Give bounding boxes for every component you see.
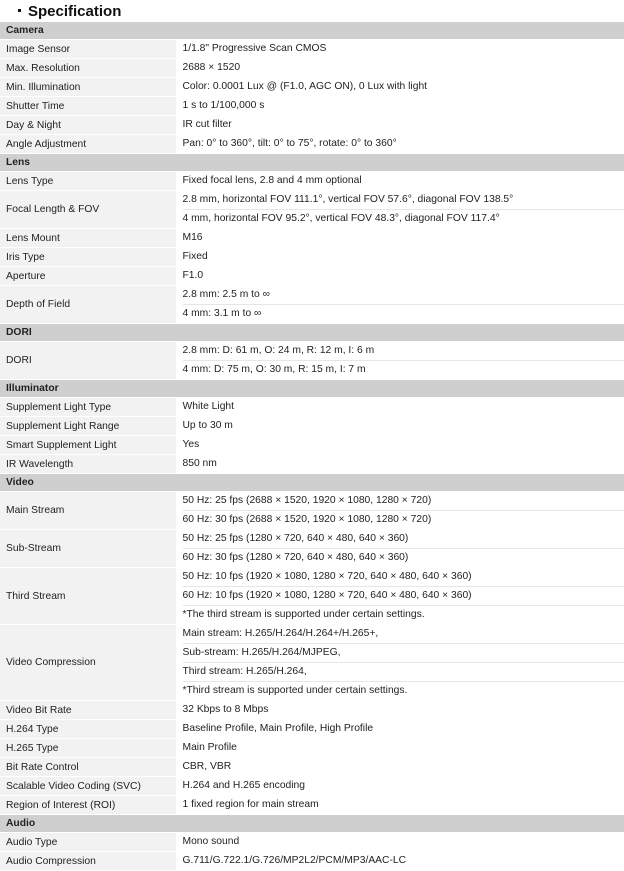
spec-row [0,342,624,380]
spec-row [0,720,624,739]
spec-value-line: 32 Kbps to 8 Mbps [183,701,624,719]
spec-value [176,229,624,248]
spec-value-line: *Third stream is supported under certain settings. [183,681,624,700]
section-title: Illuminator [0,380,624,398]
spec-label: Region of Interest (ROI) [0,796,176,815]
spec-label: H.265 Type [0,739,176,758]
spec-value-line: 2.8 mm, horizontal FOV 111.1°, vertical FOV 57.6°, diagonal FOV 138.5° [183,191,624,209]
spec-label: H.264 Type [0,720,176,739]
spec-value-line: Color: 0.0001 Lux @ (F1.0, AGC ON), 0 Lux with light [183,78,624,96]
spec-row [0,530,624,568]
spec-value [176,833,624,852]
spec-row [0,701,624,720]
spec-value-line: Third stream: H.265/H.264, [183,662,624,681]
spec-value [176,568,624,625]
spec-value [176,78,624,97]
spec-value [176,720,624,739]
spec-label: IR Wavelength [0,455,176,474]
spec-row [0,40,624,59]
spec-row [0,172,624,191]
spec-value [176,267,624,286]
specification-table-body [0,22,624,871]
spec-value [176,248,624,267]
spec-value-line: 2.8 mm: D: 61 m, O: 24 m, R: 12 m, I: 6 m [183,342,624,360]
spec-label: Min. Illumination [0,78,176,97]
spec-row [0,116,624,135]
spec-label: Angle Adjustment [0,135,176,154]
spec-value [176,758,624,777]
spec-label: Third Stream [0,568,176,625]
spec-value-line: M16 [183,229,624,247]
spec-value-line: Yes [183,436,624,454]
spec-label: Iris Type [0,248,176,267]
spec-value-line: 4 mm: D: 75 m, O: 30 m, R: 15 m, I: 7 m [183,360,624,379]
spec-value-line: White Light [183,398,624,416]
spec-row [0,739,624,758]
spec-value-line: Sub-stream: H.265/H.264/MJPEG, [183,643,624,662]
spec-value-line: G.711/G.722.1/G.726/MP2L2/PCM/MP3/AAC-LC [183,852,624,870]
spec-row [0,758,624,777]
spec-value [176,191,624,229]
spec-row [0,191,624,229]
spec-value-line: Fixed [183,248,624,266]
page-title [0,0,624,22]
spec-value-line: Pan: 0° to 360°, tilt: 0° to 75°, rotate: 0° to 360° [183,135,624,153]
bullet-icon [18,9,21,12]
spec-label: Depth of Field [0,286,176,324]
spec-label: Audio Type [0,833,176,852]
spec-label: Max. Resolution [0,59,176,78]
spec-value [176,97,624,116]
specification-table [0,22,624,871]
spec-label: Lens Mount [0,229,176,248]
spec-value-line: 4 mm, horizontal FOV 95.2°, vertical FOV 48.3°, diagonal FOV 117.4° [183,209,624,228]
spec-row [0,267,624,286]
spec-value-line: Up to 30 m [183,417,624,435]
spec-value-line: *The third stream is supported under certain settings. [183,605,624,624]
spec-label: Day & Night [0,116,176,135]
spec-row [0,833,624,852]
spec-value-line: 850 nm [183,455,624,473]
spec-value-line: 50 Hz: 25 fps (2688 × 1520, 1920 × 1080, 1280 × 720) [183,492,624,510]
spec-label: Aperture [0,267,176,286]
spec-label: Scalable Video Coding (SVC) [0,777,176,796]
spec-label: Sub-Stream [0,530,176,568]
spec-value [176,342,624,380]
spec-value-line: 2688 × 1520 [183,59,624,77]
spec-value [176,59,624,78]
spec-value-line: 4 mm: 3.1 m to ∞ [183,304,624,323]
spec-value-line: CBR, VBR [183,758,624,776]
section-header [0,815,624,833]
section-header [0,380,624,398]
spec-value-line: 1/1.8" Progressive Scan CMOS [183,40,624,58]
spec-label: Focal Length & FOV [0,191,176,229]
spec-value [176,417,624,436]
spec-label: Audio Compression [0,852,176,871]
section-title: Video [0,474,624,492]
spec-row [0,229,624,248]
spec-label: Main Stream [0,492,176,530]
spec-value-line: Mono sound [183,833,624,851]
spec-value [176,739,624,758]
spec-row [0,796,624,815]
section-header [0,474,624,492]
page-title-text: Specification [16,3,121,20]
spec-value-line: 50 Hz: 25 fps (1280 × 720, 640 × 480, 640 × 360) [183,530,624,548]
spec-value-line: Fixed focal lens, 2.8 and 4 mm optional [183,172,624,190]
spec-value [176,530,624,568]
spec-label: Supplement Light Range [0,417,176,436]
spec-value-line: 60 Hz: 30 fps (2688 × 1520, 1920 × 1080, 1280 × 720) [183,510,624,529]
spec-value [176,135,624,154]
spec-label: Video Compression [0,625,176,701]
spec-value-line: Baseline Profile, Main Profile, High Profile [183,720,624,738]
spec-label: Smart Supplement Light [0,436,176,455]
spec-row [0,286,624,324]
spec-value-line: 60 Hz: 30 fps (1280 × 720, 640 × 480, 640 × 360) [183,548,624,567]
spec-row [0,625,624,701]
spec-value [176,455,624,474]
spec-label: Video Bit Rate [0,701,176,720]
spec-value [176,492,624,530]
section-header [0,324,624,342]
spec-row [0,492,624,530]
spec-value-line: Main stream: H.265/H.264/H.264+/H.265+, [183,625,624,643]
spec-row [0,78,624,97]
spec-value [176,116,624,135]
spec-row [0,568,624,625]
spec-value-line: 1 s to 1/100,000 s [183,97,624,115]
spec-row [0,777,624,796]
spec-value [176,398,624,417]
spec-value [176,625,624,701]
spec-value [176,701,624,720]
section-title: Camera [0,22,624,40]
spec-value-line: 1 fixed region for main stream [183,796,624,814]
spec-value-line: IR cut filter [183,116,624,134]
section-header [0,22,624,40]
spec-label: DORI [0,342,176,380]
spec-value [176,172,624,191]
spec-value-line: 60 Hz: 10 fps (1920 × 1080, 1280 × 720, 640 × 480, 640 × 360) [183,586,624,605]
spec-value [176,286,624,324]
spec-row [0,135,624,154]
spec-value [176,40,624,59]
spec-value [176,777,624,796]
spec-row [0,417,624,436]
section-header [0,154,624,172]
spec-value-line: Main Profile [183,739,624,757]
spec-value [176,796,624,815]
spec-label: Image Sensor [0,40,176,59]
spec-value-line: 2.8 mm: 2.5 m to ∞ [183,286,624,304]
spec-value-line: 50 Hz: 10 fps (1920 × 1080, 1280 × 720, 640 × 480, 640 × 360) [183,568,624,586]
spec-row [0,248,624,267]
spec-row [0,398,624,417]
spec-value [176,436,624,455]
section-title: Lens [0,154,624,172]
spec-label: Shutter Time [0,97,176,116]
spec-value-line: H.264 and H.265 encoding [183,777,624,795]
spec-row [0,455,624,474]
section-title: DORI [0,324,624,342]
spec-label: Lens Type [0,172,176,191]
spec-row [0,97,624,116]
spec-value-line: F1.0 [183,267,624,285]
section-title: Audio [0,815,624,833]
spec-label: Bit Rate Control [0,758,176,777]
spec-label: Supplement Light Type [0,398,176,417]
spec-row [0,59,624,78]
spec-row [0,436,624,455]
